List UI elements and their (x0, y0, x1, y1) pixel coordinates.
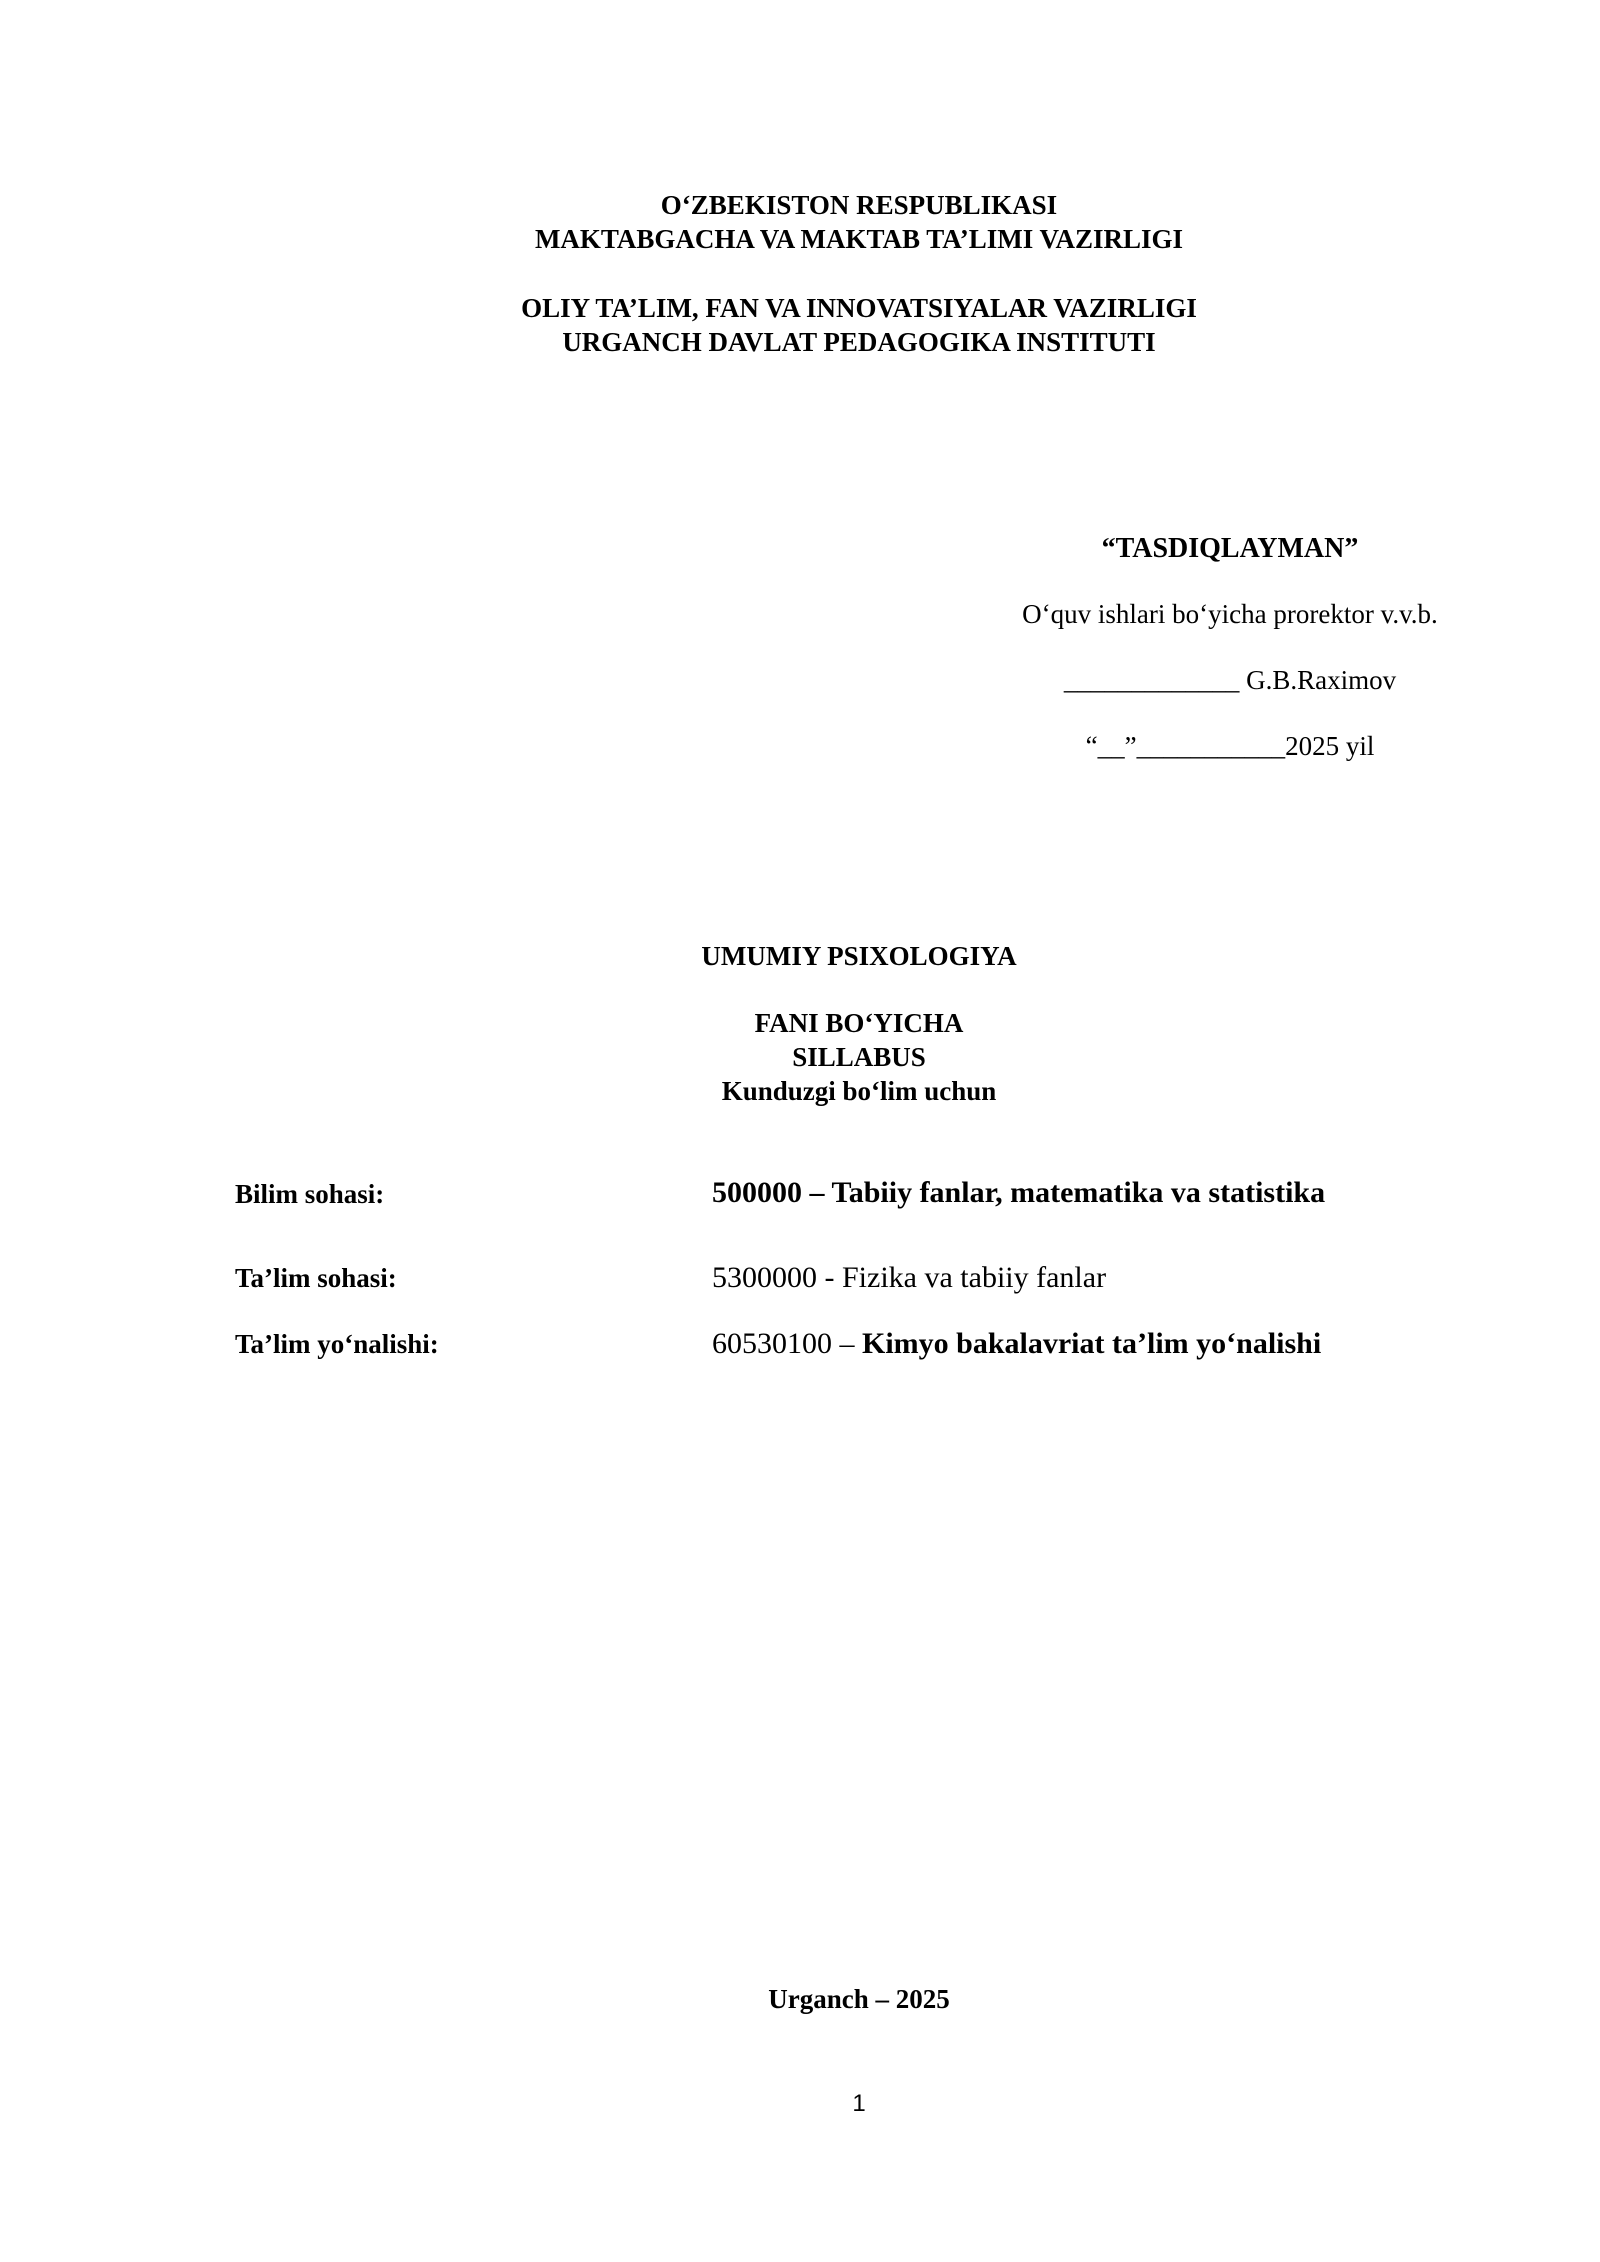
approval-signature-line (980, 665, 1480, 696)
title-line-3: SILLABUS (792, 1042, 926, 1072)
approval-title: “TASDIQLAYMAN” (1101, 533, 1359, 564)
signer-name: G.B.Raximov (1246, 665, 1397, 695)
ministry-name-2 (0, 291, 1600, 359)
place-year: Urganch – 2025 (768, 1984, 950, 2014)
field-value-talim-sohasi: 5300000 - Fizika va tabiiy fanlar (712, 1261, 1107, 1294)
approval-position: O‘quv ishlari bo‘yicha prorektor v.v.b. (1022, 599, 1438, 629)
header-line-3: OLIY TA’LIM, FAN VA INNOVATSIYALAR VAZIRLIGI (521, 293, 1197, 323)
field-value-talim-yonalishi (712, 1327, 1321, 1361)
approval-date-line: “__”___________2025 yil (1085, 731, 1375, 761)
title-block (0, 1006, 1600, 1108)
page-number: 1 (852, 2090, 866, 2117)
header-line-4: URGANCH DAVLAT PEDAGOGIKA INSTITUTI (562, 327, 1156, 357)
signature-blank: _____________ (1063, 665, 1240, 695)
title-line-4: Kunduzgi bo‘lim uchun (721, 1076, 997, 1106)
header-line-1: O‘ZBEKISTON RESPUBLIKASI (660, 190, 1058, 220)
field-label-talim-yonalishi: Ta’lim yo‘nalishi: (235, 1329, 439, 1359)
ministry-name-1 (0, 188, 1600, 256)
field-value-prefix: 60530100 – (712, 1327, 862, 1360)
field-value-bold: Kimyo bakalavriat ta’lim yo‘nalishi (862, 1327, 1322, 1360)
field-label-bilim-sohasi: Bilim sohasi: (235, 1179, 385, 1209)
subject-title: UMUMIY PSIXOLOGIYA (701, 941, 1017, 971)
field-value-bilim-sohasi: 500000 – Tabiiy fanlar, matematika va statistika (712, 1176, 1326, 1209)
header-line-2: MAKTABGACHA VA MAKTAB TA’LIMI VAZIRLIGI (534, 224, 1184, 254)
title-line-2: FANI BO‘YICHA (754, 1008, 964, 1038)
field-label-talim-sohasi: Ta’lim sohasi: (235, 1263, 397, 1293)
